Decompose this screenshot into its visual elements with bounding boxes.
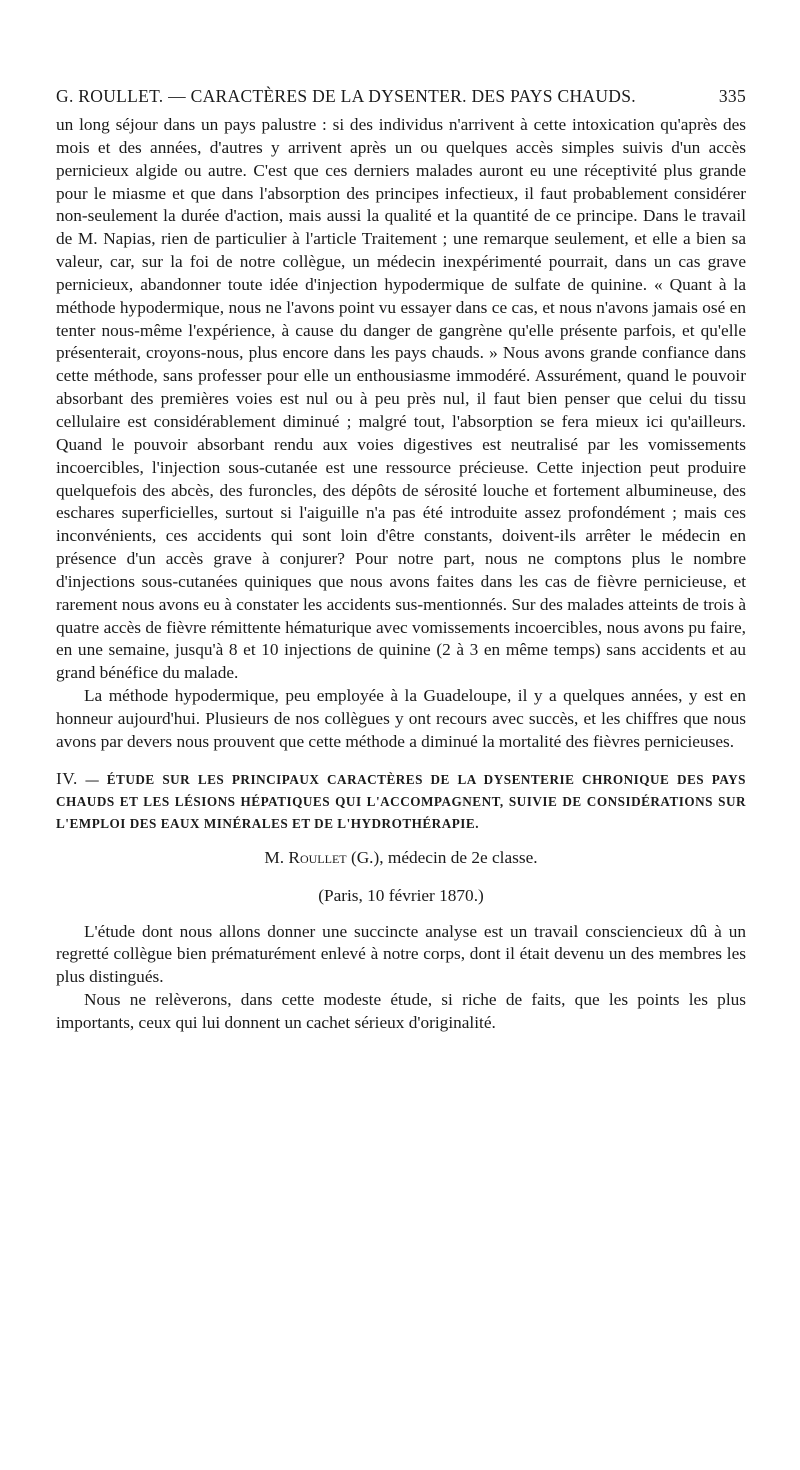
section-title: — ÉTUDE SUR LES PRINCIPAUX CARACTÈRES DE LA DYSENTERIE CHRONIQUE DES PAYS CHAUDS ET LES LÉSIONS HÉPATIQUES QUI L'ACCOMPAGNENT, SUIVIE DE CONSIDÉRATIONS SUR L'EMPLOI DES EAUX MINÉRALES ET DE L'HYDROTHÉRAPIE. <box>56 771 746 831</box>
section-heading <box>56 768 746 835</box>
page-number: 335 <box>718 86 746 106</box>
author-rank: (G.), médecin de 2e classe. <box>350 847 538 867</box>
section-number: IV. <box>56 768 78 788</box>
author-line <box>56 847 746 869</box>
paragraph-intro: L'étude dont nous allons donner une succincte analyse est un travail consciencieux dû à un regretté collègue bien prématurément enlevé à notre corps, dont il était devenu un des membres les plus distingués. <box>56 921 746 987</box>
author-prefix: M. <box>264 847 285 867</box>
paragraph-continued: un long séjour dans un pays palustre : si des individus n'arrivent à cette intoxication qu'après des mois et des années, d'autres y arrivent après un ou quelques accès simples suivis d'un accès pernicieux algide ou autre. C'est que ces derniers malades auront eu une réceptivité plus grande pour le miasme et que dans l'absorption des principes infectieux, il faut probablement considérer non-seulement la durée d'action, mais aussi la qualité et la quantité de ce principe. Dans le travail de M. Napias, rien de particulier à l'article Traitement ; une remarque seulement, et elle a bien sa valeur, car, sur la foi de notre collègue, un médecin inexpérimenté pourrait, dans un cas grave pernicieux, abandonner toute idée d'injection hypodermique de sulfate de quinine. « Quant à la méthode hypodermique, nous ne l'avons point vu essayer dans ce cas, et nous n'avons jamais osé en tenter nous-même l'expérience, à cause du danger de gangrène qu'elle présente parfois, et qu'elle présenterait, croyons-nous, plus encore dans les pays chauds. » Nous avons grande confiance dans cette méthode, sans professer pour elle un enthousiasme immodéré. Assurément, quand le pouvoir absorbant des premières voies est nul ou à peu près nul, il faut bien penser que celui du tissu cellulaire est considérablement diminué ; malgré tout, l'absorption se fera mieux ici qu'ailleurs. Quand le pouvoir absorbant rendu aux voies digestives est neutralisé par les vomissements incoercibles, l'injection sous-cutanée est une ressource précieuse. Cette injection peut produire quelquefois des abcès, des furoncles, des dépôts de sérosité louche et fortement albumineuse, des eschares superficielles, surtout si l'aiguille n'a pas été introduite assez profondément ; mais ces inconvénients, ces accidents qui sont loin d'être constants, doivent-ils arrêter le médecin en présence d'un accès grave à conjurer? Pour notre part, nous ne comptons plus le nombre d'injections sous-cutanées quiniques que nous avons faites dans les cas de fièvre pernicieuse, et rarement nous avons eu à constater les accidents sus-mentionnés. Sur des malades atteints de trois à quatre accès de fièvre rémittente hématurique avec vomissements incoercibles, nous avons pu faire, en une semaine, jusqu'à 8 et 10 injections de quinine (2 à 3 en même temps) sans accidents et au grand bénéfice du malade. <box>56 115 746 683</box>
paragraph-hypodermic-method: La méthode hypodermique, peu employée à la Guadeloupe, il y a quelques années, y est en honneur aujourd'hui. Plusieurs de nos collègues y ont recours avec succès, et les chiffres que nous avons par devers nous prouvent que cette méthode a diminué la mortalité des fièvres pernicieuses. <box>56 686 746 751</box>
author-name: Roullet <box>288 847 347 867</box>
running-header <box>56 86 746 107</box>
running-title: G. ROULLET. — CARACTÈRES DE LA DYSENTER. DES PAYS CHAUDS. <box>56 86 636 106</box>
paragraph-scope: Nous ne relèverons, dans cette modeste étude, si riche de faits, que les points les plus importants, ceux qui lui donnent un cachet sérieux d'originalité. <box>56 990 746 1032</box>
date-line: (Paris, 10 février 1870.) <box>318 885 484 905</box>
spacer <box>56 907 746 921</box>
page-body <box>56 114 746 1035</box>
